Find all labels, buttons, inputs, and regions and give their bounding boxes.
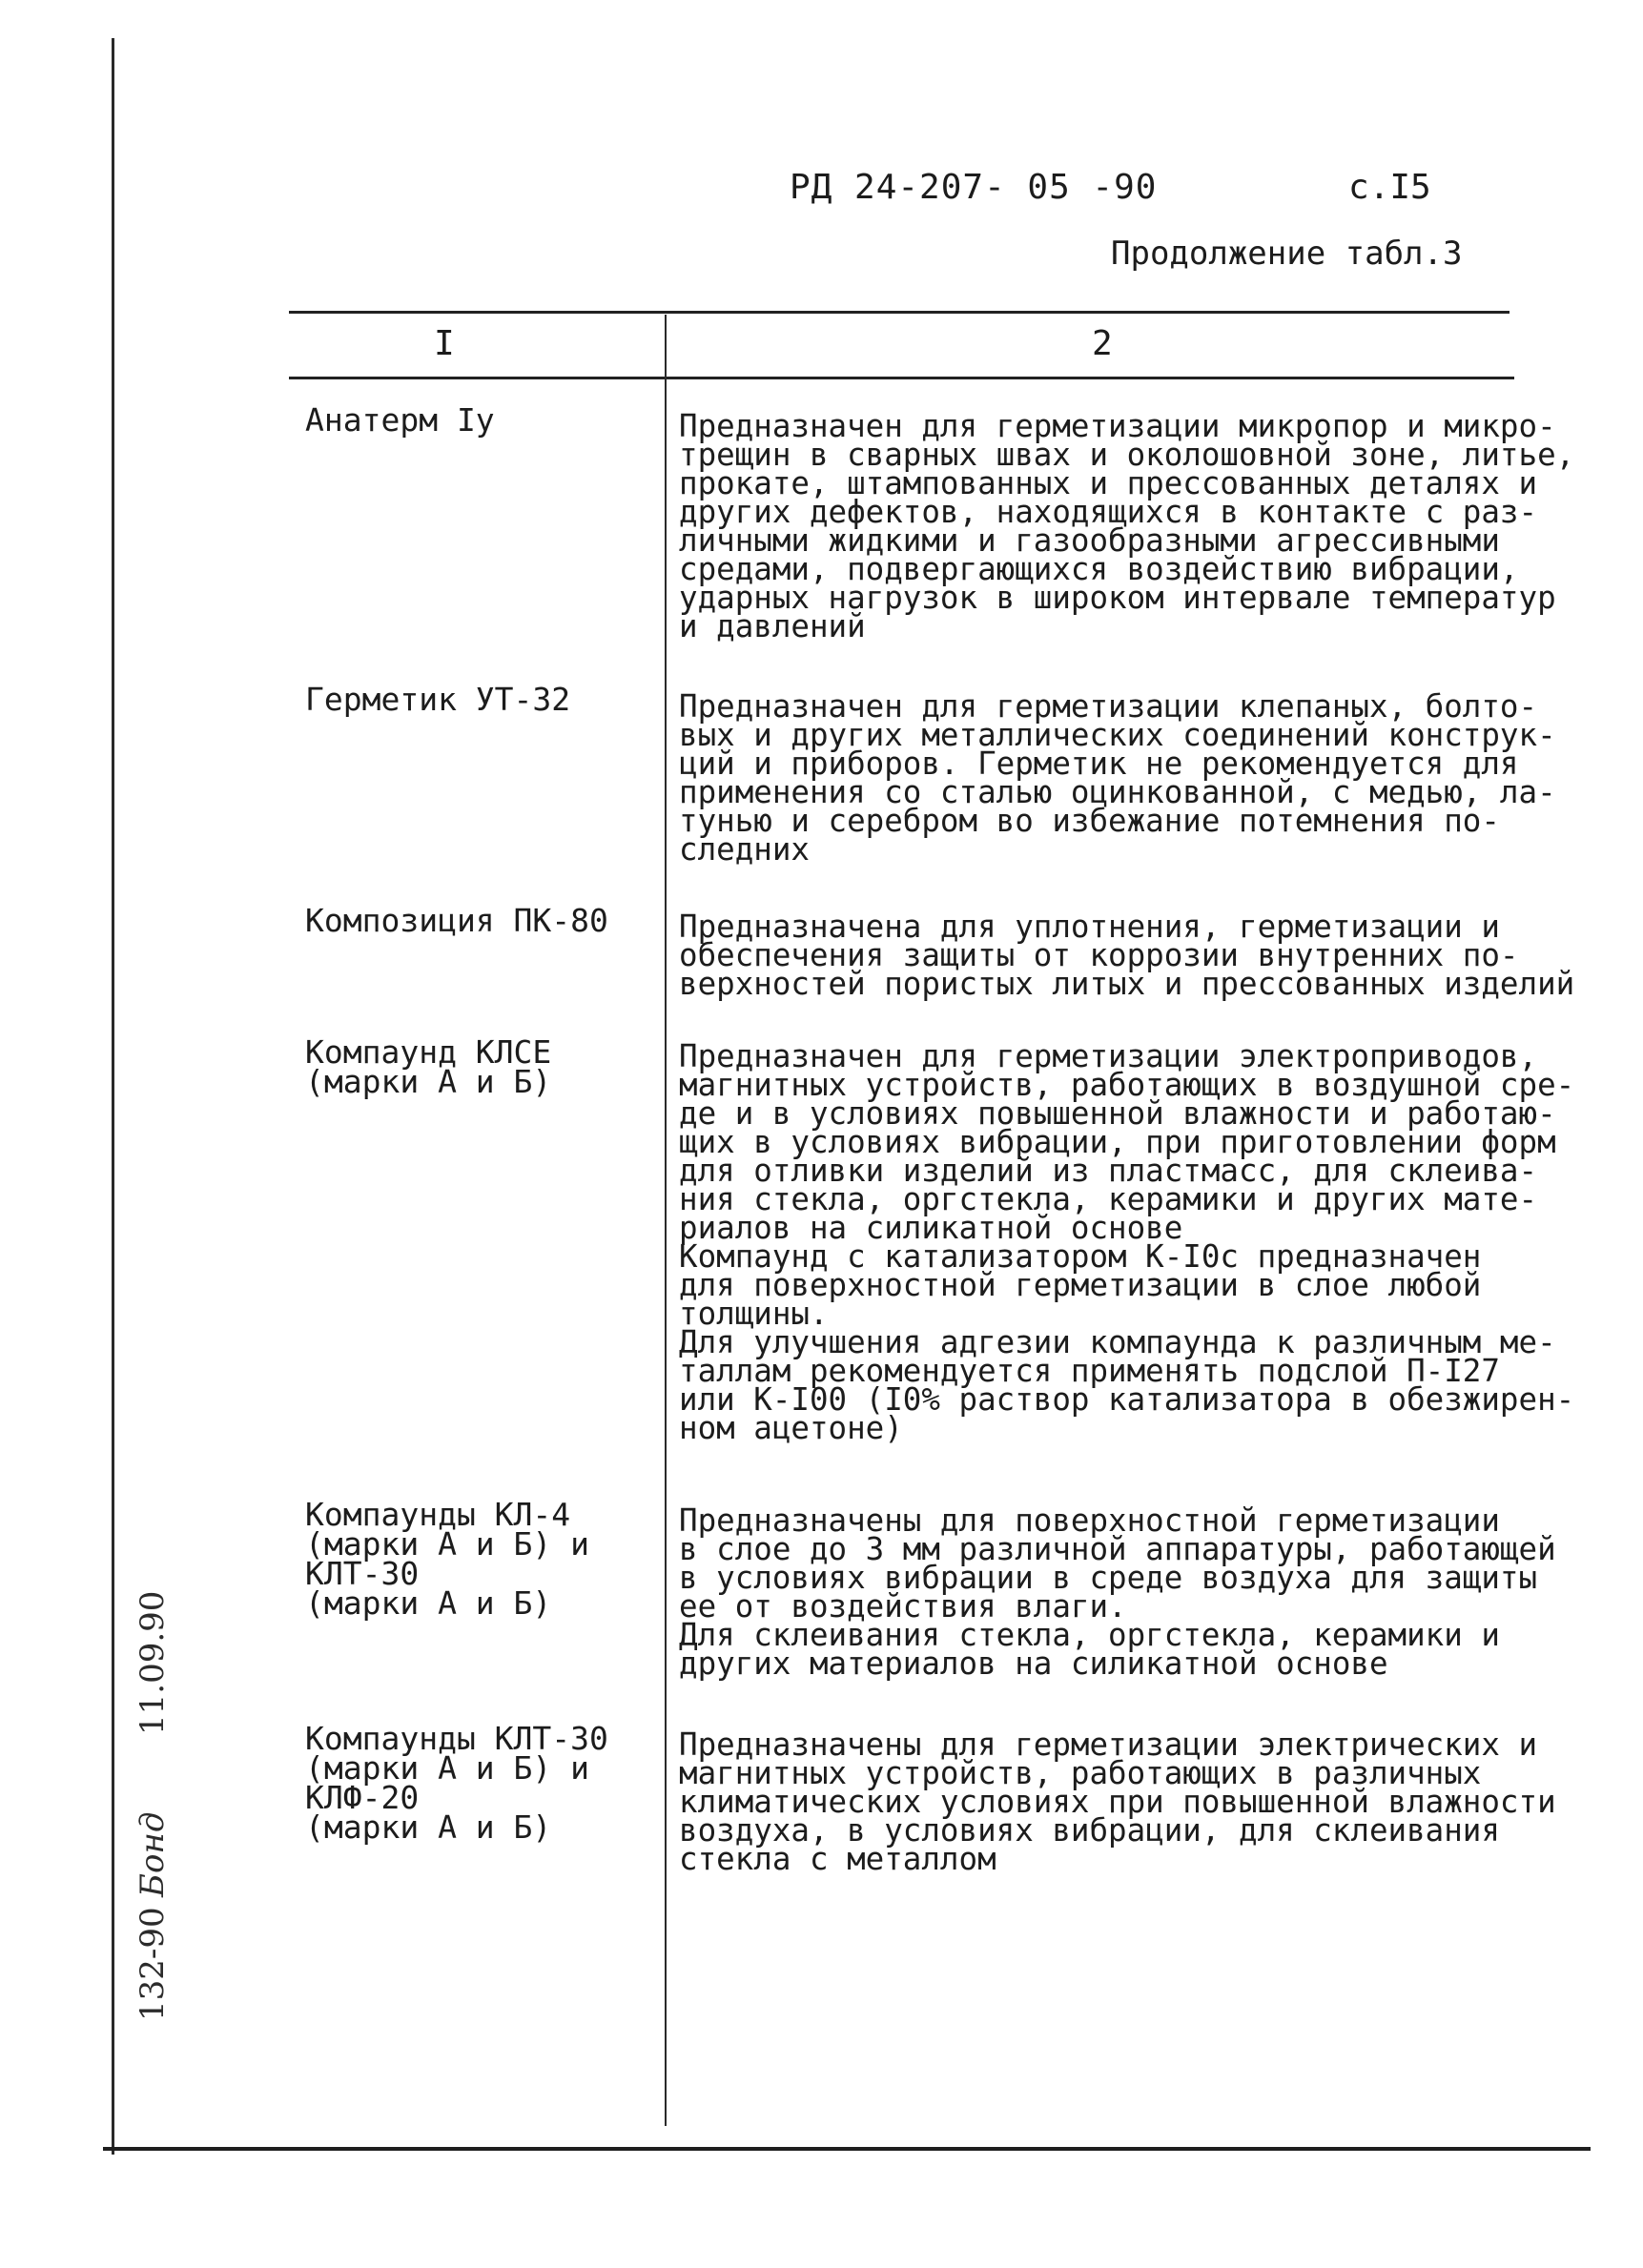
row-name-klt30: Компаунды КЛТ-30 (марки А и Б) и КЛФ-20 (марки А и Б) [305,1720,608,1846]
row-description-klt30: Предназначены для герметизации электрических и магнитных устройств, работающих в различных климатических условиях при повышенной влажности воздуха, в условиях вибрации, для склеивания стекла с металлом [679,1727,1556,1877]
margin-signature: Бонд [133,1811,172,1897]
row-description-anaterm: Предназначен для герметизации микропор и микро- трещин в сварных швах и околошовной зоне, литье, прокате, штампованных и прессованных деталях и других дефектов, находящихся в контакте с раз- личными жидкими и газообразными агрессивными средами, подвергающихся воздействию вибрации, ударных нагрузок в широком интервале температур и давлений [679,408,1575,644]
row-name-pk80: Композиция ПК-80 [305,902,608,939]
row-description-ut32: Предназначен для герметизации клепаных, болто- вых и других металлических соединений конструк- ций и приборов. Герметик не рекомендуется для применения со сталью оцинкованной, с медью, ла- тунью и серебром во избежание потемнения по- следних [679,688,1556,868]
table-continuation-label: Продолжение табл.3 [1111,235,1463,273]
margin-date: 11.09.90 [133,1590,172,1735]
row-name-kl4: Компаунды КЛ-4 (марки А и Б) и КЛТ-30 (марки А и Б) [305,1496,590,1622]
row-name-klse: Компаунд КЛСЕ (марки А и Б) [305,1033,552,1100]
left-margin-rule [112,38,114,2155]
row-description-pk80: Предназначена для уплотнения, герметизации и обеспечения защиты от коррозии внутренних по- верхностей пористых литых и прессованных изделий [679,909,1575,1002]
row-name-anaterm: Анатерм Iу [305,401,495,439]
document-code: РД 24-207- 05 -90 [790,168,1158,207]
column-header-1: I [434,324,455,363]
page-number: с.I5 [1348,168,1431,207]
table-top-rule [289,311,1510,314]
header-rule [289,377,1514,379]
column-header-2: 2 [1092,324,1113,363]
row-description-kl4: Предназначены для поверхностной герметизации в слое до 3 мм различной аппаратуры, работающей в условиях вибрации в среде воздуха для защиты ее от воздействия влаги. Для склеивания стекла, оргстекла, керамики и других материалов на силикатной основе [679,1502,1556,1682]
row-description-klse: Предназначен для герметизации электроприводов, магнитных устройств, работающих в воздушной сре- де и в условиях повышенной влажности и работаю- щих в условиях вибрации, при приготовлении форм для отливки изделий из пластмасс, для склеива- ния стекла, оргстекла, керамики и других мате- риалов на силикатной основе Компаунд с катализатором К-I0с предназначен для поверхностной герметизации в слое любой толщины. Для улучшения адгезии компаунда к различным ме- таллам рекомендуется применять подслой П-I27 или К-I00 (I0% раствор катализатора в обезжирен- ном ацетоне) [679,1038,1575,1446]
column-divider [665,315,667,2126]
row-name-ut32: Герметик УТ-32 [305,681,571,718]
bottom-rule [103,2147,1591,2151]
margin-registration-number: 132-90 [133,1907,172,2021]
